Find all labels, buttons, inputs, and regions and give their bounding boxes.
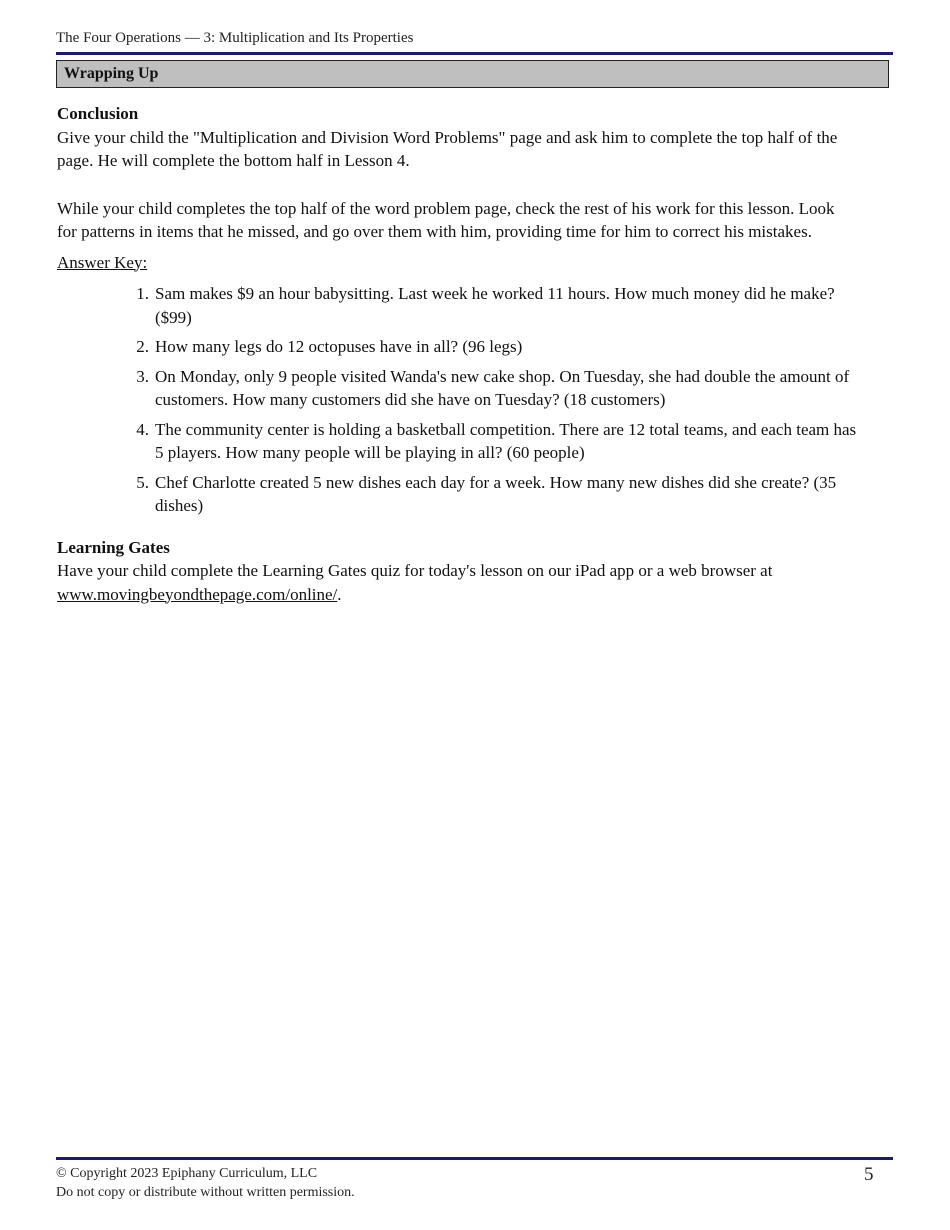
list-item [136, 365, 857, 412]
header-divider [56, 52, 893, 55]
learning-gates-text: Have your child complete the Learning Gates quiz for today's lesson on our iPad app or a web browser at [57, 561, 773, 580]
list-item-text: Chef Charlotte created 5 new dishes each day for a week. How many new dishes did she create? (35 dishes) [155, 472, 837, 515]
footer-copyright-block [56, 1164, 355, 1202]
list-item-number: 5. [136, 472, 149, 492]
footer-divider [56, 1157, 893, 1160]
online-link[interactable]: www.movingbeyondthepage.com/online/ [57, 584, 338, 604]
copyright-text: © Copyright 2023 Epiphany Curriculum, LLC [56, 1166, 318, 1181]
list-item-text: Sam makes $9 an hour babysitting. Last week he worked 11 hours. How much money did he make? ($99) [155, 284, 835, 327]
main-content [57, 102, 857, 606]
conclusion-paragraph-1: Give your child the "Multiplication and Division Word Problems" page and ask him to complete the top half of the page. He will complete the bottom half in Lesson 4. [57, 127, 838, 170]
distribution-notice: Do not copy or distribute without written permission. [56, 1185, 355, 1200]
section-banner [56, 60, 889, 88]
learning-gates-suffix: . [337, 584, 342, 604]
list-item-number: 4. [136, 419, 149, 439]
conclusion-heading: Conclusion [57, 104, 139, 123]
answer-key-label: Answer Key: [57, 252, 148, 272]
list-item-number: 3. [136, 366, 149, 386]
answer-key-list [57, 282, 857, 518]
section-title: Wrapping Up [64, 65, 159, 82]
list-item-text: How many legs do 12 octopuses have in all? (96 legs) [155, 337, 523, 356]
list-item [136, 282, 857, 329]
list-item [136, 471, 857, 518]
list-item-number: 1. [136, 284, 149, 303]
page-number: 5 [864, 1164, 874, 1185]
page-header-title: The Four Operations — 3: Multiplication and Its Properties [56, 30, 414, 46]
conclusion-paragraph-2: While your child completes the top half of the word problem page, check the rest of his work for this lesson. Look for patterns in items that he missed, and go over them with him, providing time for him to correct his mistakes. [57, 198, 835, 241]
list-item [136, 335, 857, 359]
list-item-number: 2. [136, 337, 149, 356]
list-item-text: The community center is holding a basketball competition. There are 12 total teams, and each team has 5 players. How many people will be playing in all? (60 people) [155, 419, 857, 462]
learning-gates-heading: Learning Gates [57, 537, 170, 557]
learning-gates-paragraph [57, 559, 857, 606]
list-item [136, 418, 857, 465]
list-item-text: On Monday, only 9 people visited Wanda's new cake shop. On Tuesday, she had double the amount of customers. How many customers did she have on Tuesday? (18 customers) [155, 366, 850, 409]
